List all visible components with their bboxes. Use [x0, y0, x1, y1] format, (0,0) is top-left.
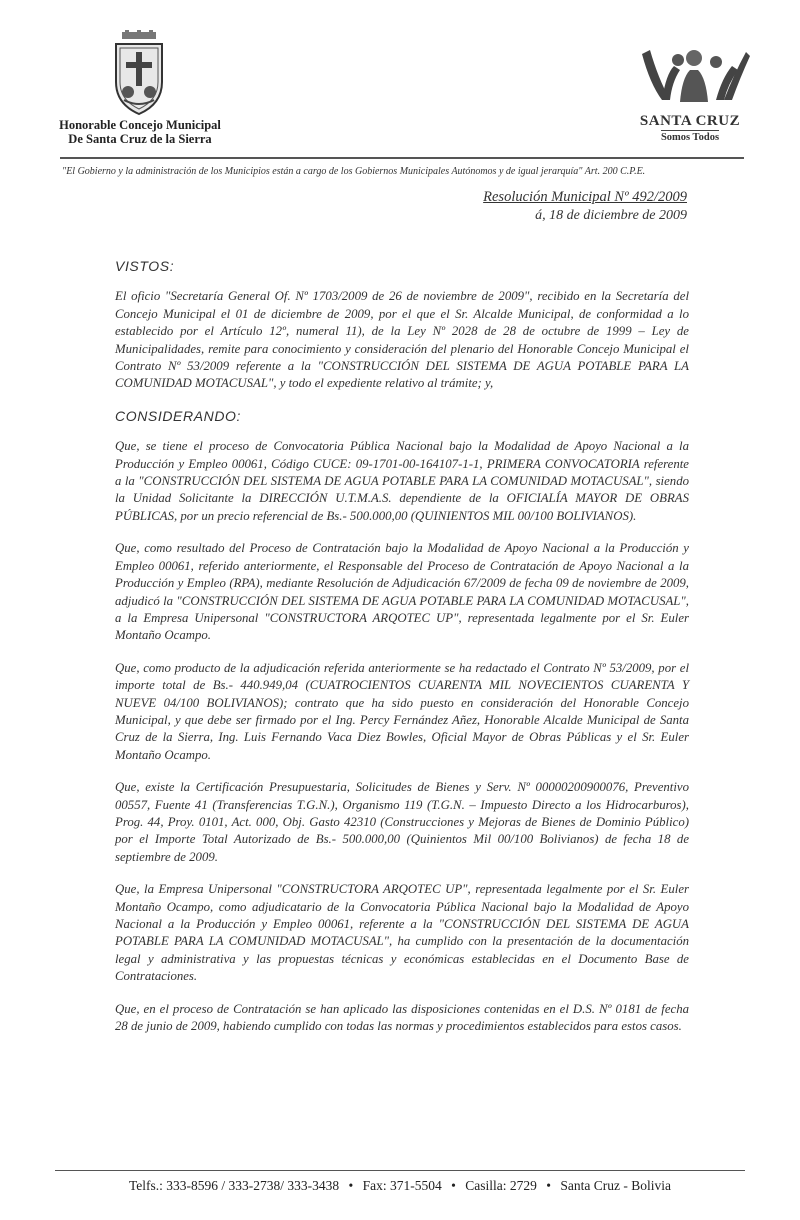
- constitution-quote: "El Gobierno y la administración de los Municipios están a cargo de los Gobiernos Municipales Autónomos y de igual jerarquía" Art. 200 C.P.E.: [62, 166, 646, 177]
- footer-fax: Fax: 371-5504: [362, 1178, 442, 1193]
- considerando-paragraph: Que, existe la Certificación Presupuestaria, Solicitudes de Bienes y Serv. Nº 00000200900076, Preventivo 00557, Fuente 41 (Transferencias T.G.N.), Organismo 119 (T.G.N. – Impuesto Directo a los Hidrocarburos), Prog. 44, Proy. 0101, Act. 000, Obj. Gasto 42310 (Construcciones y Mejoras de Bienes de Dominio Público) por el Importe Total Autorizado de Bs.- 500.000,00 (Quinientos Mil 00/100 Bolivianos) de fecha 18 de septiembre de 2009.: [115, 780, 689, 864]
- council-name: [40, 118, 240, 146]
- santa-cruz-logo-name: SANTA CRUZ: [639, 113, 741, 129]
- footer-contact: [0, 1178, 800, 1194]
- considerando-paragraph: Que, como producto de la adjudicación referida anteriormente se ha redactado el Contrato Nº 53/2009, por el importe total de Bs.- 440.949,04 (CUATROCIENTOS CUARENTA MIL NOVECIENTOS CUARENTA Y NUEVE 04/100 BOLIVIANOS); contrato que ha sido puesto en consideración del Honorable Concejo Municipal, y que debe ser firmado por el Ing. Percy Fernández Añez, Honorable Alcalde Municipal de Santa Cruz de la Sierra, Ing. Luis Fernando Vaca Diez Bowles, Oficial Mayor de Obras Públicas y el Sr. Euler Montaño Ocampo.: [115, 660, 689, 762]
- footer-divider: [55, 1170, 745, 1171]
- resolution-title: Resolución Municipal Nº 492/2009: [483, 189, 687, 205]
- considerando-heading: CONSIDERANDO:: [115, 407, 242, 424]
- coat-of-arms-icon: [108, 30, 170, 116]
- vistos-heading: VISTOS:: [115, 258, 175, 274]
- council-name-line1: Honorable Concejo Municipal: [59, 118, 221, 132]
- considerando-paragraph: Que, en el proceso de Contratación se han aplicado las disposiciones contenidas en el D.S. Nº 0181 de fecha 28 de junio de 2009, habiendo cumplido con todas las normas y procedimientos establecidos para estos casos.: [115, 1001, 689, 1034]
- logo-tagline-text: Somos Todos: [660, 132, 720, 143]
- council-name-line2: De Santa Cruz de la Sierra: [68, 132, 212, 146]
- footer-separator: •: [451, 1178, 456, 1193]
- footer-phones: Telfs.: 333-8596 / 333-2738/ 333-3438: [129, 1178, 340, 1193]
- document-body: [115, 258, 689, 1050]
- considerando-paragraph: Que, como resultado del Proceso de Contratación bajo la Modalidad de Apoyo Nacional a la Producción y Empleo 00061, referido anteriormente, el Responsable del Proceso de Contratación de Apoyo Nacional a la Producción y Empleo (RPA), mediante Resolución de Adjudicación 67/2009 de fecha 09 de noviembre de 2009, adjudicó la "CONSTRUCCIÓN DEL SISTEMA DE AGUA POTABLE PARA LA COMUNIDAD MOTACUSAL", a la Empresa Unipersonal "CONSTRUCTORA ARQOTEC UP", representada legalmente por el Sr. Euler Montaño Ocampo.: [115, 541, 689, 643]
- considerando-paragraph: Que, se tiene el proceso de Convocatoria Pública Nacional bajo la Modalidad de Apoyo Nacional a la Producción y Empleo 00061, Código CUCE: 09-1701-00-164107-1-1, PRIMERA CONVOCATORIA referente a la "CONSTRUCCIÓN DEL SISTEMA DE AGUA POTABLE PARA LA COMUNIDAD MOTACUSAL", siendo la Unidad Solicitante la DIRECCIÓN U.T.M.A.S. dependiente de la OFICIALÍA MAYOR DE OBRAS PÚBLICAS, por un precio referencial de Bs.- 500.000,00 (QUINIENTOS MIL 00/100 BOLIVIANOS).: [115, 439, 689, 523]
- footer-location: Santa Cruz - Bolivia: [560, 1178, 671, 1193]
- santa-cruz-logo-tagline: [630, 132, 750, 143]
- santa-cruz-logo-icon: [636, 44, 752, 114]
- resolution-date: á, 18 de diciembre de 2009: [535, 208, 687, 223]
- vistos-paragraph: El oficio "Secretaría General Of. Nº 1703/2009 de 26 de noviembre de 2009", recibido en la Secretaría del Concejo Municipal el 01 de diciembre de 2009, por el que el Sr. Alcalde Municipal, de conformidad a lo establecido por el Artículo 12º, numeral 11), de la Ley Nº 2028 de 28 de octubre de 1999 – Ley de Municipalidades, remite para conocimiento y consideración del plenario del Honorable Concejo Municipal el Contrato Nº 53/2009 referente a la "CONSTRUCCIÓN DEL SISTEMA DE AGUA POTABLE PARA LA COMUNIDAD MOTACUSAL", y todo el expediente relativo al trámite; y,: [115, 289, 689, 391]
- footer-separator: •: [546, 1178, 551, 1193]
- considerando-paragraph: Que, la Empresa Unipersonal "CONSTRUCTORA ARQOTEC UP", representada legalmente por el Sr. Euler Montaño Ocampo, como adjudicatario de la Convocatoria Pública Nacional bajo la Modalidad de Apoyo Nacional a la Producción y Empleo 00061, referente a la "CONSTRUCCIÓN DEL SISTEMA DE AGUA POTABLE PARA LA COMUNIDAD MOTACUSAL", ha cumplido con la presentación de la documentación legal y administrativa y las propuestas técnicas y económicas establecidas en el Documento Base de Contrataciones.: [115, 882, 689, 984]
- header-divider: [60, 157, 744, 159]
- footer-separator: •: [348, 1178, 354, 1193]
- letterhead: [0, 0, 800, 223]
- footer-box: Casilla: 2729: [465, 1178, 537, 1193]
